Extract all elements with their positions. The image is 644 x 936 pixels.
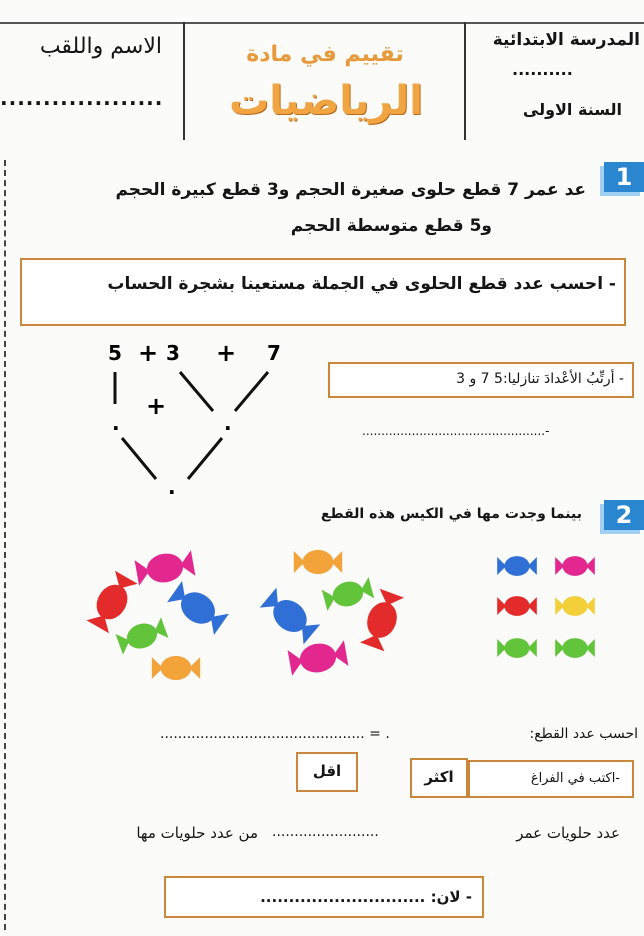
tree-number-3: 3	[166, 341, 180, 365]
tree-number-7: 7	[267, 341, 281, 365]
grade-label: السنة الاولى	[522, 100, 622, 119]
exercise-1-text-line1: عد عمر 7 قطع حلوى صغيرة الحجم و3 قطع كبيرة الحجم	[115, 180, 586, 200]
page-title: الرياضيات	[229, 78, 423, 124]
header-divider-left	[183, 22, 185, 140]
candy-green	[115, 616, 169, 655]
instruction-text: - احسب عدد قطع الحلوى في الجملة مستعينا بشجرة الحساب	[107, 274, 616, 294]
tree-plus-2: +	[216, 339, 237, 367]
tree-number-5: 5	[108, 341, 122, 365]
compare-answer-line[interactable]: ........................	[272, 824, 379, 840]
order-instruction-box	[328, 362, 634, 398]
candy-group-small	[497, 556, 595, 658]
option-more-label: اكثر	[424, 768, 454, 786]
candy-orange	[152, 656, 200, 680]
candy-orange-2	[294, 550, 342, 574]
compare-left-text: عدد حلويات عمر	[516, 824, 620, 842]
tree-plus-3: +	[146, 392, 167, 420]
school-label: المدرسة الابتدائية	[492, 30, 640, 50]
candy-group-large	[85, 549, 229, 680]
tree-dot-3: .	[168, 475, 176, 499]
title-top: تقييم في مادة	[246, 42, 404, 67]
option-less[interactable]	[296, 752, 358, 792]
fill-blank-label: -اكتب في الفراغ	[530, 771, 620, 786]
candy-green-2	[321, 576, 374, 612]
tree-branch-2	[180, 372, 213, 411]
margin-line	[4, 160, 6, 930]
tree-dot-1: .	[112, 411, 120, 435]
tree-branch-3	[235, 372, 268, 411]
order-instruction-text: - أرتِّبُ الأعْدادَ تنازليا:5 7 و 3	[456, 371, 624, 387]
candy-small-5	[497, 638, 537, 658]
because-text: - لان: .............................	[260, 888, 472, 906]
count-label: احسب عدد القطع:	[529, 726, 638, 742]
school-dots: ..........	[512, 60, 573, 79]
calculation-tree	[90, 334, 300, 504]
candy-small-3	[497, 596, 537, 616]
exercise-1-text-line2: و5 قطع متوسطة الحجم	[290, 216, 492, 236]
count-answer-line[interactable]: .............................................. = .	[160, 726, 390, 742]
candy-small-4	[555, 596, 595, 616]
name-label: الاسم واللقب	[39, 34, 162, 59]
fill-blank-box	[468, 760, 634, 798]
candy-red	[85, 570, 138, 634]
header-top-border	[0, 22, 644, 24]
option-less-label: اقل	[312, 762, 342, 780]
candy-small-6	[555, 638, 595, 658]
instruction-box	[20, 258, 626, 326]
compare-right-text: من عدد حلويات مها	[136, 824, 258, 842]
tree-dot-2: .	[224, 411, 232, 435]
exercise-1-badge: 1	[604, 162, 644, 192]
order-answer-line[interactable]: ................................................-	[362, 424, 550, 438]
candy-pink-2	[287, 639, 348, 677]
tree-branch-4	[122, 438, 156, 479]
tree-branch-5	[188, 438, 222, 479]
candy-group-medium	[259, 550, 405, 677]
name-dots: ...................	[0, 86, 164, 110]
candy-red-2	[359, 588, 405, 652]
candy-blue-2	[259, 587, 321, 646]
candy-pink	[134, 549, 195, 587]
header-divider-right	[464, 22, 466, 140]
candy-blue	[166, 580, 229, 636]
candies-illustration	[80, 540, 610, 690]
candy-small-1	[497, 556, 537, 576]
because-box[interactable]	[164, 876, 484, 918]
candy-small-2	[555, 556, 595, 576]
option-more[interactable]	[410, 758, 468, 798]
exercise-2-badge: 2	[604, 500, 644, 530]
tree-plus-1: +	[138, 339, 159, 367]
exercise-2-text: بينما وجدت مها في الكيس هذه القطع	[320, 506, 582, 522]
